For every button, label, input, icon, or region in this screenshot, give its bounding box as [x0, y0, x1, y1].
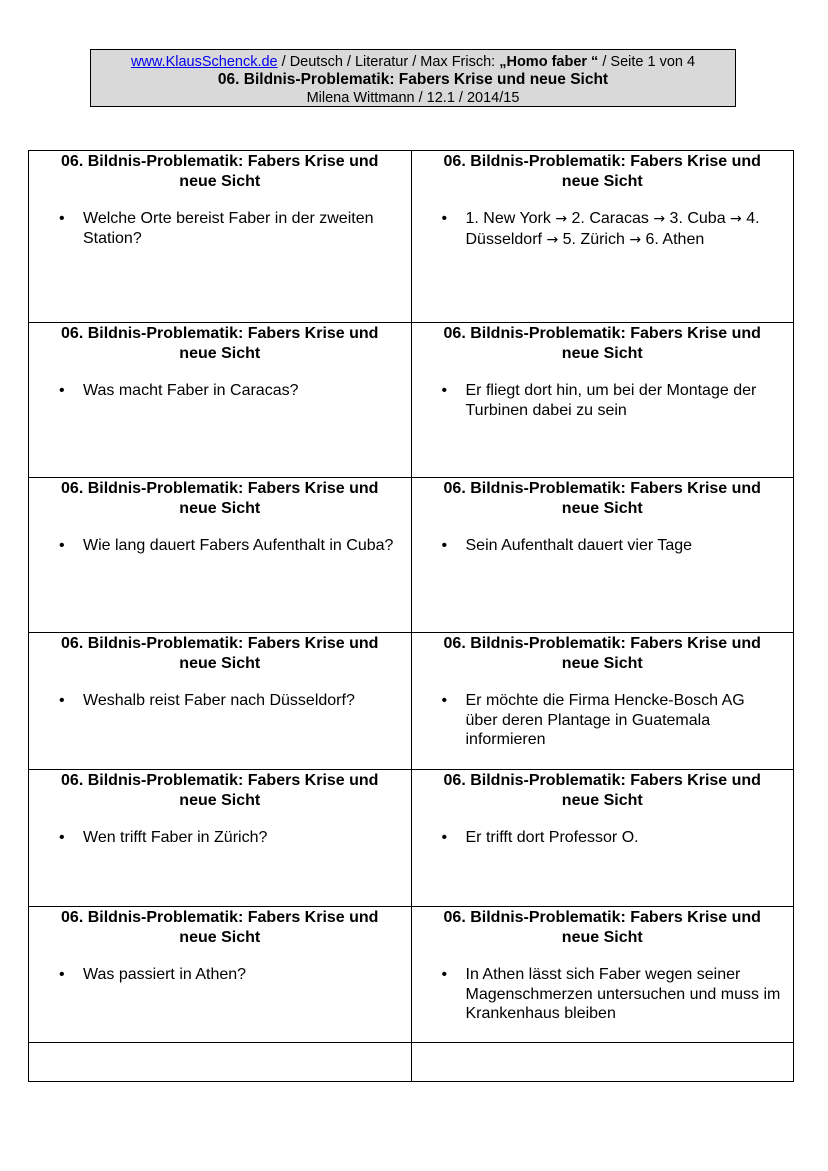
- author-line: Milena Wittmann / 12.1 / 2014/15: [306, 90, 520, 106]
- card-list: [412, 209, 794, 250]
- card-title: 06. Bildnis-Problematik: Fabers Krise und neue Sicht: [61, 772, 379, 809]
- list-item: [59, 381, 411, 401]
- page-indicator: / Seite 1 von 4: [598, 54, 696, 70]
- question-text: Wen trifft Faber in Zürich?: [83, 829, 268, 846]
- arrow-right-icon: →: [730, 211, 742, 227]
- question-card: [29, 633, 412, 770]
- arrow-right-icon: →: [546, 231, 559, 248]
- bullet-icon: •: [59, 692, 65, 709]
- card-list: [412, 965, 794, 1024]
- list-item: [59, 828, 411, 848]
- route-stop: 3. Cuba: [669, 210, 726, 227]
- answer-text: Er trifft dort Professor O.: [465, 829, 639, 846]
- empty-card: [411, 1043, 794, 1082]
- card-list: [29, 381, 411, 401]
- card-list: [412, 691, 794, 750]
- list-item: [59, 209, 411, 248]
- card-title: 06. Bildnis-Problematik: Fabers Krise und neue Sicht: [443, 480, 761, 517]
- bullet-icon: •: [441, 966, 448, 983]
- answer-card: [411, 151, 794, 323]
- list-item: [59, 691, 411, 711]
- answer-text: In Athen lässt sich Faber wegen seiner Magenschmerzen untersuchen und muss im Krankenhaus bleiben: [465, 966, 781, 1022]
- arrow-right-icon: →: [555, 211, 568, 227]
- question-card: [29, 478, 412, 633]
- table-row: [29, 151, 794, 323]
- header-path: / Deutsch / Literatur / Max Frisch:: [277, 54, 500, 70]
- answer-card: [411, 323, 794, 478]
- card-list: [412, 828, 794, 848]
- question-card: [29, 770, 412, 907]
- question-text: Weshalb reist Faber nach Düsseldorf?: [83, 692, 355, 709]
- arrow-right-icon: →: [629, 231, 642, 248]
- card-list: [29, 536, 411, 556]
- question-card: [29, 151, 412, 323]
- table-row: [29, 323, 794, 478]
- card-title: 06. Bildnis-Problematik: Fabers Krise und neue Sicht: [443, 153, 761, 190]
- table-row: [29, 770, 794, 907]
- work-title: „Homo faber “: [499, 54, 599, 70]
- card-title: 06. Bildnis-Problematik: Fabers Krise und neue Sicht: [61, 325, 379, 362]
- card-list: [29, 965, 411, 985]
- card-list: [412, 381, 794, 420]
- bullet-icon: •: [441, 692, 448, 709]
- answer-text: [466, 210, 760, 248]
- question-card: [29, 907, 412, 1043]
- list-item: [441, 381, 794, 420]
- answer-text: Er möchte die Firma Hencke-Bosch AG über deren Plantage in Guatemala informieren: [465, 692, 745, 748]
- card-list: [29, 828, 411, 848]
- card-title: 06. Bildnis-Problematik: Fabers Krise und neue Sicht: [443, 772, 761, 809]
- route-stop: 4. Düsseldorf: [465, 210, 760, 248]
- empty-card: [29, 1043, 412, 1082]
- list-item: [59, 536, 411, 556]
- route-stop: 2. Caracas: [571, 210, 649, 227]
- list-item: [441, 209, 794, 250]
- bullet-icon: •: [441, 537, 448, 554]
- bullet-icon: •: [59, 966, 65, 983]
- route-stop: 1. New York: [465, 210, 551, 227]
- answer-card: [411, 633, 794, 770]
- question-text: Welche Orte bereist Faber in der zweiten Station?: [83, 210, 374, 247]
- bullet-icon: •: [441, 210, 448, 227]
- answer-text: Sein Aufenthalt dauert vier Tage: [465, 537, 693, 554]
- list-item: [441, 536, 794, 556]
- question-text: Was macht Faber in Caracas?: [83, 382, 299, 399]
- website-link[interactable]: www.KlausSchenck.de: [130, 54, 278, 70]
- bullet-icon: •: [59, 829, 65, 846]
- list-item: [441, 691, 794, 750]
- card-list: [29, 691, 411, 711]
- list-item: [441, 828, 794, 848]
- card-title: 06. Bildnis-Problematik: Fabers Krise und neue Sicht: [61, 635, 379, 672]
- arrow-right-icon: →: [653, 211, 666, 227]
- route-stop: 6. Athen: [645, 230, 705, 248]
- table-row: [29, 478, 794, 633]
- bullet-icon: •: [59, 537, 65, 554]
- bullet-icon: •: [59, 382, 65, 399]
- table-row: [29, 633, 794, 770]
- table-row-empty: [29, 1043, 794, 1082]
- header-breadcrumb: [91, 53, 735, 71]
- card-title: 06. Bildnis-Problematik: Fabers Krise und neue Sicht: [443, 909, 761, 946]
- answer-card: [411, 478, 794, 633]
- question-text: Wie lang dauert Fabers Aufenthalt in Cuba?: [83, 537, 394, 554]
- bullet-icon: •: [441, 829, 448, 846]
- card-title: 06. Bildnis-Problematik: Fabers Krise und neue Sicht: [61, 153, 379, 190]
- question-card: [29, 323, 412, 478]
- flashcard-table: [28, 150, 794, 1082]
- card-title: 06. Bildnis-Problematik: Fabers Krise und neue Sicht: [443, 635, 761, 672]
- card-title: 06. Bildnis-Problematik: Fabers Krise und neue Sicht: [61, 909, 379, 946]
- route-stop: 5. Zürich: [562, 230, 625, 248]
- answer-card: [411, 770, 794, 907]
- answer-text: Er fliegt dort hin, um bei der Montage der Turbinen dabei zu sein: [465, 382, 757, 419]
- table-row: [29, 907, 794, 1043]
- bullet-icon: •: [59, 210, 65, 227]
- card-title: 06. Bildnis-Problematik: Fabers Krise und neue Sicht: [443, 325, 761, 362]
- chapter-title: 06. Bildnis-Problematik: Fabers Krise und neue Sicht: [217, 71, 609, 88]
- question-text: Was passiert in Athen?: [83, 966, 247, 983]
- answer-card: [411, 907, 794, 1043]
- card-title: 06. Bildnis-Problematik: Fabers Krise und neue Sicht: [61, 480, 379, 517]
- card-list: [412, 536, 794, 556]
- list-item: [59, 965, 411, 985]
- bullet-icon: •: [441, 382, 448, 399]
- document-header: [90, 49, 736, 107]
- card-list: [29, 209, 411, 248]
- list-item: [441, 965, 794, 1024]
